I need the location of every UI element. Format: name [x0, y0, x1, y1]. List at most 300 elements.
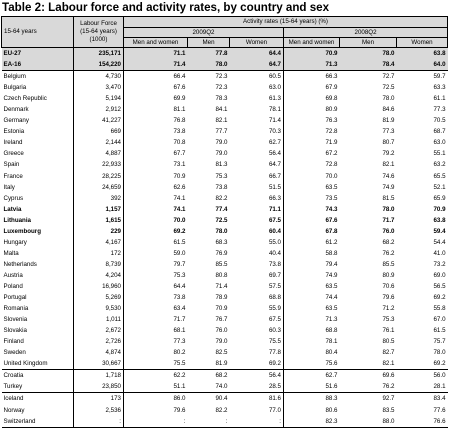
activity-rate-value: 79.0: [215, 338, 228, 346]
country-name: Slovakia: [3, 327, 27, 335]
activity-rate-value: :: [230, 416, 284, 428]
activity-rate-value: 55.0: [268, 238, 281, 246]
activity-rate-value: 76.7: [215, 316, 228, 324]
activity-rate-value: 61.5: [173, 238, 186, 246]
activity-rate-value: 60.5: [230, 71, 284, 83]
table-row: [2, 292, 448, 303]
labour-force-value: 4,204: [74, 270, 124, 281]
activity-rate-value: 86.0: [124, 393, 188, 405]
country-name: Luxembourg: [3, 227, 41, 235]
activity-rate-value: 76.0: [215, 327, 228, 335]
table-row: [2, 370, 448, 382]
table-row: [2, 381, 448, 393]
country-name: EA-16: [2, 59, 74, 71]
activity-rate-value: 78.0: [215, 227, 228, 235]
activity-rate-value: 81.3: [215, 161, 228, 169]
activity-rate-value: 71.4: [215, 283, 228, 290]
activity-rate-value: 51.6: [284, 381, 340, 393]
activity-rate-value: 76.3: [284, 115, 340, 126]
activity-rate-value: 76.9: [215, 249, 228, 257]
activity-rate-value: 75.7: [433, 338, 446, 346]
activity-rate-value: 74.9: [382, 183, 395, 191]
country-name: Belgium: [2, 71, 74, 83]
activity-rate-value: 76.0: [382, 227, 395, 235]
activity-rate-value: 70.9: [433, 205, 446, 213]
table-row: [2, 182, 448, 193]
labour-force-value: 16,960: [74, 281, 124, 292]
activity-rate-value: 73.8: [173, 294, 186, 302]
country-name: Hungary: [3, 238, 27, 246]
activity-rate-value: 56.4: [230, 370, 284, 382]
activity-rate-value: 76.8: [173, 117, 186, 125]
activity-rate-value: 79.0: [215, 139, 228, 147]
country-name: Austria: [3, 271, 23, 279]
country-name: EU-27: [2, 48, 74, 60]
country-name: France: [3, 172, 23, 180]
labour-force-value: 669: [74, 126, 124, 137]
activity-rate-value: 74.9: [284, 270, 340, 281]
activity-rate-value: 71.7: [173, 316, 186, 324]
activity-rate-value: 67.9: [284, 82, 340, 93]
labour-force-value: 4,730: [74, 71, 124, 83]
activity-rate-value: 71.2: [382, 305, 395, 313]
table-row: [2, 281, 448, 292]
activity-rate-value: 75.3: [173, 271, 186, 279]
labour-force-value: 2,144: [74, 137, 124, 148]
activity-rate-value: 77.0: [268, 406, 281, 414]
activity-rate-value: 58.8: [284, 248, 340, 259]
activity-rate-value: :: [188, 416, 230, 428]
activity-rate-value: 84.6: [382, 106, 395, 114]
labour-force-value: 235,171: [74, 48, 124, 60]
country-name: Netherlands: [3, 260, 37, 268]
activity-rate-value: 79.0: [215, 150, 228, 158]
activity-rate-value: 63.0: [268, 84, 281, 92]
activity-rate-value: 72.8: [284, 126, 340, 137]
activity-rate-value: 72.8: [284, 159, 340, 170]
country-name: Ireland: [3, 139, 23, 147]
activity-rate-value: 78.0: [188, 59, 230, 71]
activity-rate-value: 76.1: [382, 327, 395, 335]
activity-rate-value: 68.1: [173, 327, 186, 335]
activity-rate-value: 56.0: [397, 370, 448, 382]
activity-rate-value: 73.5: [284, 193, 340, 204]
country-name: Cyprus: [3, 194, 24, 202]
labour-force-value: 229: [74, 226, 124, 237]
labour-force-value: 4,887: [74, 148, 124, 159]
activity-rate-value: 75.5: [268, 338, 281, 346]
activity-rate-value: 81.9: [382, 117, 395, 125]
activity-rate-value: 64.0: [397, 59, 448, 71]
activity-rate-value: 81.5: [382, 194, 395, 202]
period-header-2008q2: 2008Q2: [284, 28, 448, 38]
activity-rate-value: 68.2: [188, 370, 230, 382]
activity-rate-value: 57.5: [268, 283, 281, 290]
sub-column-header: Men: [188, 38, 230, 48]
activity-rate-value: 59.0: [173, 249, 186, 257]
table-row: [2, 358, 448, 370]
table-row: [2, 347, 448, 358]
labour-force-value: 2,672: [74, 325, 124, 336]
activity-rate-value: 80.9: [284, 104, 340, 115]
activity-rate-value: 73.2: [433, 260, 446, 268]
table-row: [2, 148, 448, 159]
activity-rate-value: 76.2: [382, 249, 395, 257]
activity-rate-value: 78.3: [215, 95, 228, 103]
activity-rate-value: 68.8: [268, 294, 281, 302]
activity-rate-value: 68.3: [215, 238, 228, 246]
activity-rate-value: 81.9: [215, 360, 228, 368]
country-name: Romania: [3, 305, 29, 313]
activity-rate-value: 28.1: [433, 383, 446, 391]
activity-rate-value: 63.4: [173, 305, 186, 313]
table-row: [2, 48, 448, 60]
activity-rate-value: 63.2: [433, 161, 446, 169]
country-name: Bulgaria: [3, 84, 27, 92]
country-name: Turkey: [3, 383, 23, 391]
table-row: [2, 248, 448, 259]
activity-rate-value: 82.1: [382, 161, 395, 169]
activity-rate-value: 73.8: [215, 183, 228, 191]
table-row: [2, 193, 448, 204]
activity-rate-value: 69.2: [433, 294, 446, 302]
activity-rate-value: 69.0: [433, 271, 446, 279]
activity-rate-value: 61.3: [268, 95, 281, 103]
activity-rate-value: 74.1: [173, 194, 186, 202]
activity-rate-value: 66.4: [124, 71, 188, 83]
country-name: Denmark: [3, 106, 29, 114]
activity-rate-value: 71.3: [284, 59, 340, 71]
activity-rate-value: 82.2: [215, 194, 228, 202]
labour-force-value: 30,667: [74, 358, 124, 370]
labour-force-value: 2,726: [74, 336, 124, 347]
activity-rate-value: 72.5: [215, 216, 228, 224]
activity-rate-value: 60.4: [268, 227, 281, 235]
labour-force-value: 173: [74, 393, 124, 405]
activity-rate-value: 88.3: [284, 393, 340, 405]
country-name: Estonia: [3, 128, 25, 136]
table-row: [2, 226, 448, 237]
labour-force-value: 2,536: [74, 405, 124, 416]
activity-rate-value: 81.6: [230, 393, 284, 405]
labour-force-value: 172: [74, 248, 124, 259]
country-name: Norway: [3, 406, 25, 414]
activity-rate-value: 81.1: [173, 106, 186, 114]
activity-rate-value: 68.8: [284, 325, 340, 336]
activity-rate-value: 41.0: [433, 249, 446, 257]
labour-force-table: [1, 16, 448, 428]
activity-rate-value: 59.7: [397, 71, 448, 83]
activity-rate-value: 62.7: [284, 370, 340, 382]
activity-rate-value: 79.6: [382, 294, 395, 302]
activity-rate-value: 55.1: [433, 150, 446, 158]
table-row: [2, 270, 448, 281]
activity-rate-value: 69.9: [173, 95, 186, 103]
activity-rate-value: 59.4: [433, 227, 446, 235]
activity-rate-value: 72.3: [188, 71, 230, 83]
activity-rate-value: 73.1: [173, 161, 186, 169]
activity-rate-value: 74.4: [284, 292, 340, 303]
activity-rate-value: 65.9: [433, 194, 446, 202]
country-name: Czech Republic: [3, 95, 47, 103]
activity-rate-value: 60.3: [268, 327, 281, 335]
activity-rate-value: 73.8: [173, 128, 186, 136]
table-row: [2, 405, 448, 416]
activity-rate-value: 83.5: [382, 406, 395, 414]
table-row: [2, 171, 448, 182]
activity-rate-value: 40.4: [268, 249, 281, 257]
table-row: [2, 137, 448, 148]
activity-rate-value: 82.1: [382, 360, 395, 368]
activity-rate-value: 92.7: [340, 393, 397, 405]
activity-rate-value: 72.3: [215, 84, 228, 92]
activity-rate-value: 71.3: [284, 314, 340, 325]
activity-rate-value: 78.4: [340, 59, 397, 71]
labour-force-value: 41,227: [74, 115, 124, 126]
activity-rate-value: 77.4: [215, 205, 228, 213]
activity-rate-value: 52.1: [433, 183, 446, 191]
activity-rate-value: 71.7: [382, 216, 395, 224]
activity-rate-value: 67.2: [284, 148, 340, 159]
table-row: [2, 336, 448, 347]
activity-rate-value: 62.2: [124, 370, 188, 382]
activity-rate-value: 77.3: [382, 128, 395, 136]
labour-force-value: 1,615: [74, 215, 124, 226]
table-row: [2, 237, 448, 248]
country-name: Switzerland: [2, 416, 74, 428]
labour-force-value: 5,269: [74, 292, 124, 303]
country-name: Latvia: [3, 205, 22, 213]
table-row: [2, 93, 448, 104]
country-name: Poland: [3, 283, 23, 290]
country-name: Malta: [3, 249, 19, 257]
activity-rate-value: 70.3: [268, 128, 281, 136]
activity-rate-value: 69.2: [173, 227, 186, 235]
activity-rate-value: 78.9: [215, 294, 228, 302]
country-name: Finland: [3, 338, 24, 346]
activity-rate-value: 73.8: [268, 260, 281, 268]
activity-rate-value: 80.7: [382, 139, 395, 147]
activity-rate-value: 70.8: [173, 139, 186, 147]
activity-rate-value: 69.7: [268, 271, 281, 279]
activity-rate-value: 71.9: [284, 137, 340, 148]
labour-force-value: 5,194: [74, 93, 124, 104]
activity-rate-value: 65.5: [433, 172, 446, 180]
activity-rate-value: 56.4: [268, 150, 281, 158]
activity-rate-value: 54.4: [433, 238, 446, 246]
activity-rate-value: 67.8: [284, 226, 340, 237]
labour-force-value: 1,718: [74, 370, 124, 382]
country-name: Italy: [3, 183, 15, 191]
activity-rate-value: 70.5: [433, 117, 446, 125]
period-header-2009q2: 2009Q2: [124, 28, 284, 38]
activity-rate-value: 83.4: [397, 393, 448, 405]
activity-rate-value: 68.7: [433, 128, 446, 136]
activity-rate-value: 66.3: [284, 71, 340, 83]
labour-force-value: :: [74, 416, 124, 428]
activity-rate-value: 67.7: [173, 150, 186, 158]
activity-rate-value: 78.0: [433, 349, 446, 357]
table-row: [2, 104, 448, 115]
activity-rate-value: 66.7: [268, 172, 281, 180]
labour-force-value: 1,157: [74, 204, 124, 215]
activity-rate-value: 77.8: [188, 48, 230, 60]
activity-rate-value: 80.5: [382, 338, 395, 346]
activity-rate-value: 85.5: [215, 260, 228, 268]
sub-column-header: Men: [340, 38, 397, 48]
activity-rate-value: 78.1: [284, 336, 340, 347]
activity-rate-value: 74.0: [215, 383, 228, 391]
labour-force-value: 23,850: [74, 381, 124, 393]
labour-force-value: 1,011: [74, 314, 124, 325]
table-row: [2, 303, 448, 314]
activity-rate-value: 70.9: [173, 172, 186, 180]
activity-rate-value: 80.9: [382, 271, 395, 279]
sub-column-header: Men and women: [124, 38, 188, 48]
country-name: Spain: [3, 161, 20, 169]
table-row: [2, 259, 448, 270]
country-name: Greece: [3, 150, 24, 158]
table-row: [2, 314, 448, 325]
activity-rate-value: 67.5: [268, 316, 281, 324]
activity-rate-value: 70.0: [173, 216, 186, 224]
activity-rate-value: 72.5: [382, 84, 395, 92]
sub-column-header: Women: [230, 38, 284, 48]
activity-rate-value: 68.2: [382, 238, 395, 246]
activity-rate-value: 75.6: [284, 358, 340, 370]
activity-rate-value: 76.2: [382, 383, 395, 391]
country-name: Sweden: [3, 349, 26, 357]
activity-rates-header: Activity rates (15-64 years) (%): [124, 17, 448, 28]
country-name: Iceland: [2, 393, 74, 405]
activity-rate-value: 80.8: [215, 271, 228, 279]
activity-rate-value: 55.9: [268, 305, 281, 313]
table-row: [2, 82, 448, 93]
table-row: [2, 393, 448, 405]
activity-rate-value: 55.8: [433, 305, 446, 313]
table-row: [2, 416, 448, 428]
activity-rate-value: 61.5: [433, 327, 446, 335]
activity-rate-value: 63.5: [284, 303, 340, 314]
labour-force-value: 154,220: [74, 59, 124, 71]
labour-force-value: 9,530: [74, 303, 124, 314]
activity-rate-value: 75.3: [215, 172, 228, 180]
labour-force-value: 28,225: [74, 171, 124, 182]
country-name: Slovenia: [3, 316, 28, 324]
table-row: [2, 126, 448, 137]
table-row: [2, 215, 448, 226]
labour-force-value: 4,874: [74, 347, 124, 358]
activity-rate-value: 63.8: [433, 216, 446, 224]
labour-force-header-line: (1000): [89, 36, 108, 43]
table-row: [2, 115, 448, 126]
activity-rate-value: 75.3: [382, 316, 395, 324]
activity-rate-value: 82.1: [215, 117, 228, 125]
activity-rate-value: 72.7: [340, 71, 397, 83]
activity-rate-value: 62.6: [173, 183, 186, 191]
activity-rate-value: 71.4: [268, 117, 281, 125]
activity-rate-value: 74.6: [382, 172, 395, 180]
activity-rate-value: :: [124, 416, 188, 428]
labour-force-value: 24,659: [74, 182, 124, 193]
activity-rate-value: 69.8: [284, 93, 340, 104]
activity-rate-value: 70.9: [284, 48, 340, 60]
activity-rate-value: 79.2: [382, 150, 395, 158]
activity-rate-value: 64.4: [173, 283, 186, 290]
table-title: Table 2: Labour force and activity rates, by country and sex: [2, 1, 330, 14]
activity-rate-value: 82.3: [284, 416, 340, 428]
country-name: Germany: [3, 117, 29, 125]
activity-rate-value: 63.3: [433, 84, 446, 92]
activity-rate-value: 51.1: [173, 383, 186, 391]
activity-rate-value: 78.1: [268, 106, 281, 114]
table-row: [2, 71, 448, 83]
activity-rate-value: 74.3: [284, 204, 340, 215]
sub-column-header: Women: [397, 38, 448, 48]
activity-rate-value: 77.3: [173, 338, 186, 346]
activity-rate-value: 28.5: [268, 383, 281, 391]
activity-rate-value: 77.6: [433, 406, 446, 414]
activity-rate-value: 64.7: [268, 161, 281, 169]
activity-rate-value: 69.2: [268, 360, 281, 368]
activity-rate-value: 79.4: [284, 259, 340, 270]
labour-force-value: 392: [74, 193, 124, 204]
labour-force-value: 22,933: [74, 159, 124, 170]
activity-rate-value: 66.3: [268, 194, 281, 202]
sub-column-header: Men and women: [284, 38, 340, 48]
age-group-header: 15-64 years: [2, 17, 74, 48]
activity-rate-value: 77.7: [215, 128, 228, 136]
labour-force-value: 4,167: [74, 237, 124, 248]
activity-rate-value: 88.0: [340, 416, 397, 428]
activity-rate-value: 67.6: [284, 215, 340, 226]
labour-force-header: [74, 17, 124, 48]
activity-rate-value: 64.7: [230, 59, 284, 71]
activity-rate-value: 71.1: [124, 48, 188, 60]
table-row: [2, 59, 448, 71]
labour-force-value: 2,912: [74, 104, 124, 115]
activity-rate-value: 84.1: [215, 106, 228, 114]
country-name: Croatia: [2, 370, 74, 382]
country-name: Portugal: [3, 294, 27, 302]
activity-rate-value: 61.2: [284, 237, 340, 248]
activity-rate-value: 76.6: [397, 416, 448, 428]
activity-rate-value: 69.6: [340, 370, 397, 382]
activity-rate-value: 77.3: [433, 106, 446, 114]
activity-rate-value: 80.4: [284, 347, 340, 358]
activity-rate-value: 78.0: [382, 205, 395, 213]
activity-rate-value: 67.5: [268, 216, 281, 224]
activity-rate-value: 70.0: [284, 171, 340, 182]
activity-rate-value: 79.6: [173, 406, 186, 414]
labour-force-header-line: Labour Force: [80, 20, 117, 27]
activity-rate-value: 71.4: [124, 59, 188, 71]
table-row: [2, 204, 448, 215]
activity-rate-value: 82.2: [215, 406, 228, 414]
activity-rate-value: 75.5: [173, 360, 186, 368]
activity-rate-value: 67.0: [433, 316, 446, 324]
activity-rate-value: 85.5: [382, 260, 395, 268]
activity-rate-value: 90.4: [188, 393, 230, 405]
activity-rate-value: 80.6: [284, 405, 340, 416]
activity-rate-value: 67.6: [173, 84, 186, 92]
activity-rate-value: 63.5: [284, 281, 340, 292]
activity-rate-value: 78.0: [340, 48, 397, 60]
activity-rate-value: 77.8: [268, 349, 281, 357]
activity-rate-value: 63.5: [284, 182, 340, 193]
activity-rate-value: 61.1: [433, 95, 446, 103]
table-header: [2, 17, 448, 48]
